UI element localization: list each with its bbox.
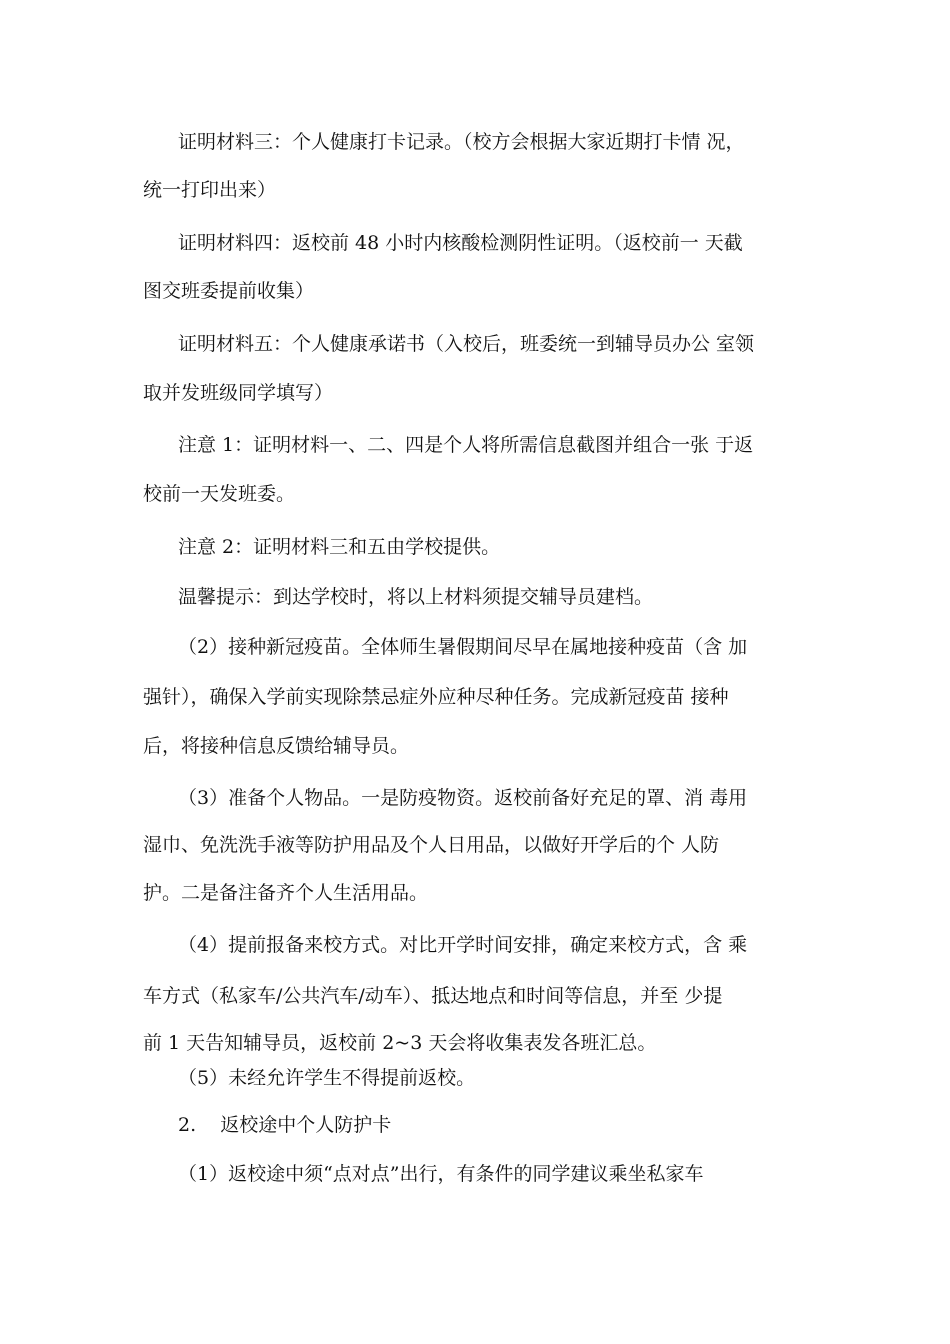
section-heading: 2. 返校途中个人防护卡 xyxy=(178,1114,392,1136)
paragraph-line: 注意 2：证明材料三和五由学校提供。 xyxy=(178,536,501,558)
paragraph-line: 证明材料五：个人健康承诺书（入校后，班委统一到辅导员办公 室领 xyxy=(178,333,755,355)
paragraph-line: （5）未经允许学生不得提前返校。 xyxy=(178,1067,476,1089)
paragraph-line: 校前一天发班委。 xyxy=(143,483,296,505)
paragraph-line: 车方式（私家车/公共汽车/动车）、抵达地点和时间等信息，并至 少提 xyxy=(143,985,723,1007)
paragraph-line: 温馨提示：到达学校时，将以上材料须提交辅导员建档。 xyxy=(178,586,654,608)
paragraph-line: （1）返校途中须“点对点”出行，有条件的同学建议乘坐私家车 xyxy=(178,1163,704,1185)
paragraph-line: 强针），确保入学前实现除禁忌症外应种尽种任务。完成新冠疫苗 接种 xyxy=(143,686,729,708)
paragraph-line: 取并发班级同学填写） xyxy=(143,382,334,404)
paragraph-line: 注意 1：证明材料一、二、四是个人将所需信息截图并组合一张 于返 xyxy=(178,434,754,456)
paragraph-line: 护。二是备注备齐个人生活用品。 xyxy=(143,882,429,904)
paragraph-line: 证明材料三：个人健康打卡记录。（校方会根据大家近期打卡情 况， xyxy=(178,131,745,153)
paragraph-line: （4）提前报备来校方式。对比开学时间安排，确定来校方式，含 乘 xyxy=(178,934,748,956)
paragraph-line: 证明材料四：返校前 48 小时内核酸检测阴性证明。（返校前一 天截 xyxy=(178,232,743,254)
paragraph-line: 前 1 天告知辅导员，返校前 2~3 天会将收集表发各班汇总。 xyxy=(143,1032,657,1054)
paragraph-line: 后，将接种信息反馈给辅导员。 xyxy=(143,735,410,757)
paragraph-line: 统一打印出来） xyxy=(143,179,277,201)
paragraph-line: 湿巾、免洗洗手液等防护用品及个人日用品，以做好开学后的个 人防 xyxy=(143,834,720,856)
paragraph-line: （2）接种新冠疫苗。全体师生暑假期间尽早在属地接种疫苗（含 加 xyxy=(178,636,748,658)
paragraph-line: （3）准备个人物品。一是防疫物资。返校前备好充足的罩、消 毒用 xyxy=(178,787,748,809)
paragraph-line: 图交班委提前收集） xyxy=(143,280,315,302)
